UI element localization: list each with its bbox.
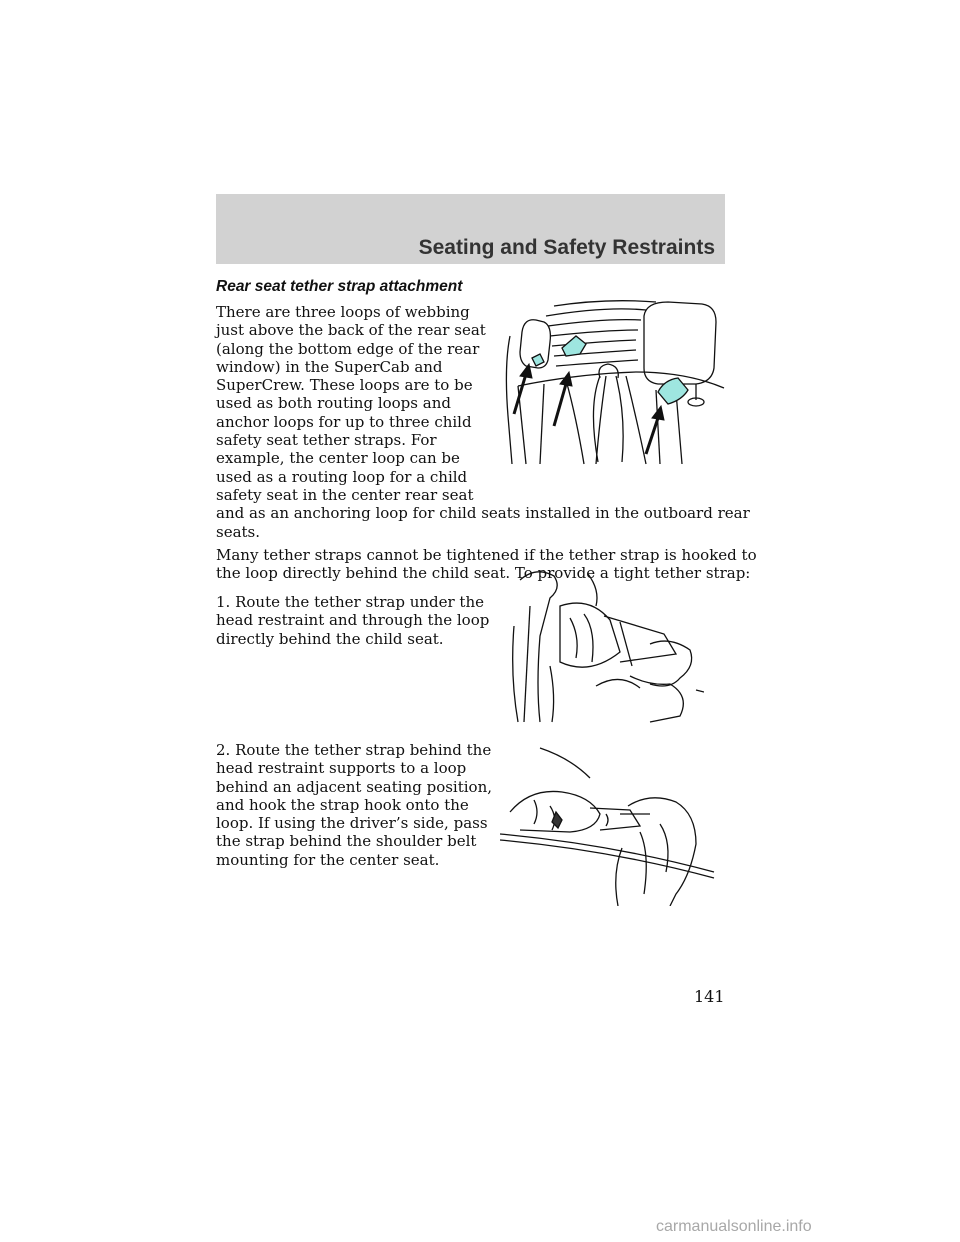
step-1-text: [216, 593, 489, 648]
chapter-title: Seating and Safety Restraints: [418, 236, 715, 259]
text-line: example, the center loop can be: [216, 449, 460, 468]
text-line: safety seat tether straps. For: [216, 431, 437, 450]
text-line: anchor loops for up to three child: [216, 412, 472, 431]
text-line: safety seat in the center rear seat: [216, 485, 474, 504]
text-line: (along the bottom edge of the rear: [216, 339, 480, 358]
text-line: the loop directly behind the child seat. To provide a tight tether strap:: [216, 564, 751, 583]
text-line: used as a routing loop for a child: [216, 467, 468, 486]
text-line: There are three loops of webbing: [216, 303, 470, 321]
text-line: SuperCrew. These loops are to be: [216, 376, 473, 395]
route-under-head-restraint-illustration: [500, 566, 704, 724]
text-line: 1. Route the tether strap under the: [216, 593, 484, 611]
text-line: seats.: [216, 522, 261, 541]
section-heading: Rear seat tether strap attachment: [216, 278, 463, 295]
text-line: directly behind the child seat.: [216, 629, 444, 648]
text-line: head restraint and through the loop: [216, 611, 490, 630]
text-line: window) in the SuperCab and: [216, 357, 443, 376]
hook-strap-onto-loop-illustration: [500, 744, 720, 906]
page-number: 141: [694, 987, 725, 1006]
text-line: used as both routing loops and: [216, 394, 451, 413]
text-line: and as an anchoring loop for child seats installed in the outboard rear: [216, 504, 750, 523]
rear-seat-tether-loops-illustration: [496, 296, 726, 468]
footer-watermark: carmanualsonline.info: [656, 1218, 812, 1235]
chapter-header-band: [216, 194, 725, 264]
text-line: 2. Route the tether strap behind the: [216, 741, 492, 759]
step-2-text: [216, 741, 492, 869]
text-line: loop. If using the driver’s side, pass: [216, 814, 488, 833]
text-line: behind an adjacent seating position,: [216, 777, 492, 796]
text-line: and hook the strap hook onto the: [216, 795, 469, 814]
text-line: the strap behind the shoulder belt: [216, 832, 477, 851]
text-line: just above the back of the rear seat: [216, 321, 486, 340]
text-line: head restraint supports to a loop: [216, 759, 467, 778]
text-line: Many tether straps cannot be tightened if the tether strap is hooked to: [216, 546, 757, 564]
text-line: mounting for the center seat.: [216, 850, 440, 869]
